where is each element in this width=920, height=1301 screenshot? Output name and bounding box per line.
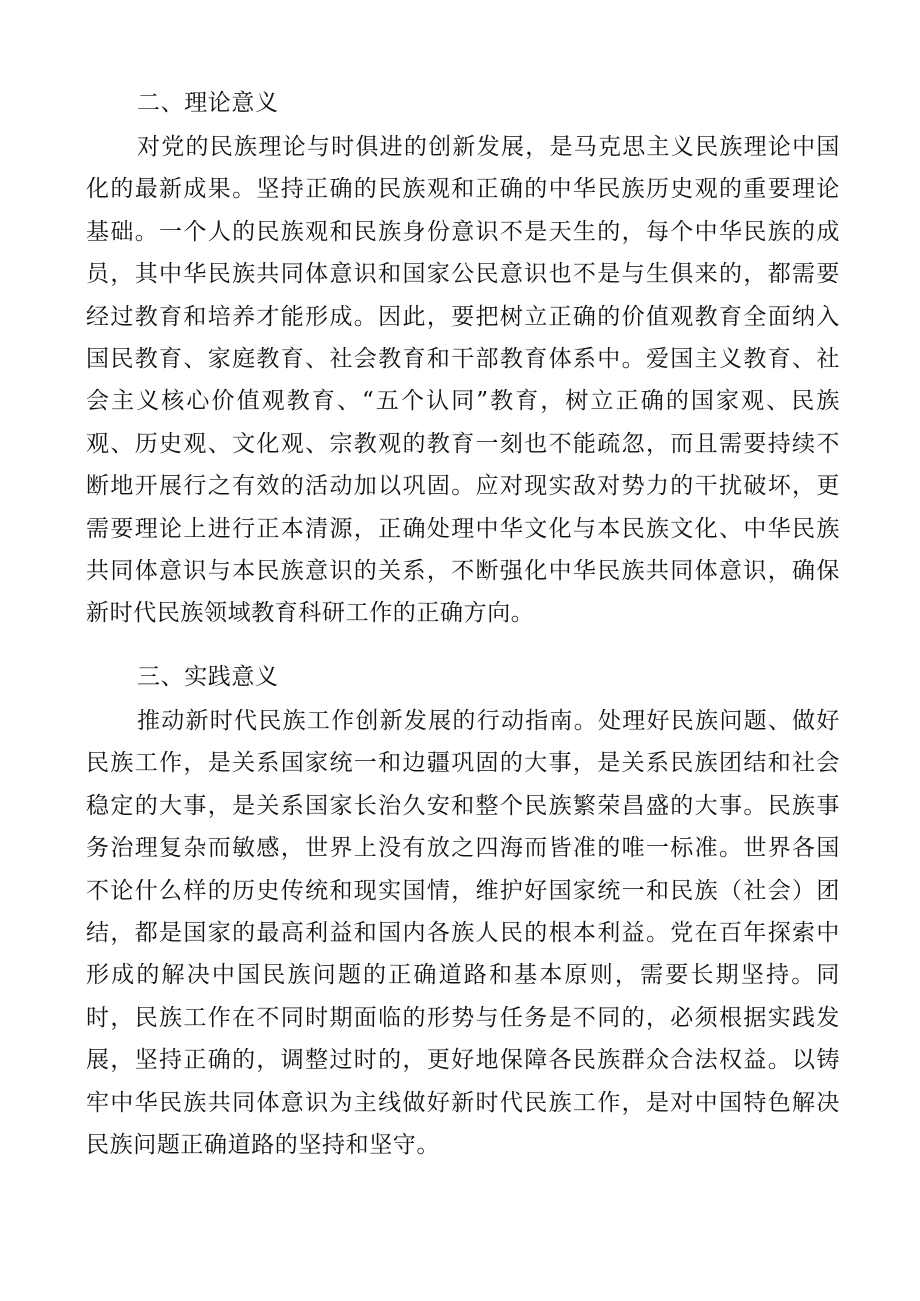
section-heading-theory: 二、理论意义 bbox=[137, 90, 279, 116]
paragraph-theory: 对党的民族理论与时俱进的创新发展，是马克思主义民族理论中国化的最新成果。坚持正确的民族观和正确的中华民族历史观的重要理论基础。一个人的民族观和民族身份意识不是天生的，每个中华民族的成员，其中华民族共同体意识和国家公民意识也不是与生俱来的，都需要经过教育和培养才能形成。因此，要把树立正确的价值观教育全面纳入国民教育、家庭教育、社会教育和干部教育体系中。爱国主义教育、社会主义核心价值观教育、“五个认同”教育，树立正确的国家观、民族观、历史观、文化观、宗教观的教育一刻也不能疏忽，而且需要持续不断地开展行之有效的活动加以巩固。应对现实敌对势力的干扰破坏，更需要理论上进行正本清源，正确处理中华文化与本民族文化、中华民族共同体意识与本民族意识的关系，不断强化中华民族共同体意识，确保新时代民族领域教育科研工作的正确方向。 bbox=[86, 134, 840, 627]
section-heading-practice: 三、实践意义 bbox=[137, 664, 279, 690]
paragraph-practice: 推动新时代民族工作创新发展的行动指南。处理好民族问题、做好民族工作，是关系国家统一和边疆巩固的大事，是关系民族团结和社会稳定的大事，是关系国家长治久安和整个民族繁荣昌盛的大事。民族事务治理复杂而敏感，世界上没有放之四海而皆准的唯一标准。世界各国不论什么样的历史传统和现实国情，维护好国家统一和民族（社会）团结，都是国家的最高利益和国内各族人民的根本利益。党在百年探索中形成的解决中国民族问题的正确道路和基本原则，需要长期坚持。同时，民族工作在不同时期面临的形势与任务是不同的，必须根据实践发展，坚持正确的，调整过时的，更好地保障各民族群众合法权益。以铸牢中华民族共同体意识为主线做好新时代民族工作，是对中国特色解决民族问题正确道路的坚持和坚守。 bbox=[86, 708, 840, 1159]
